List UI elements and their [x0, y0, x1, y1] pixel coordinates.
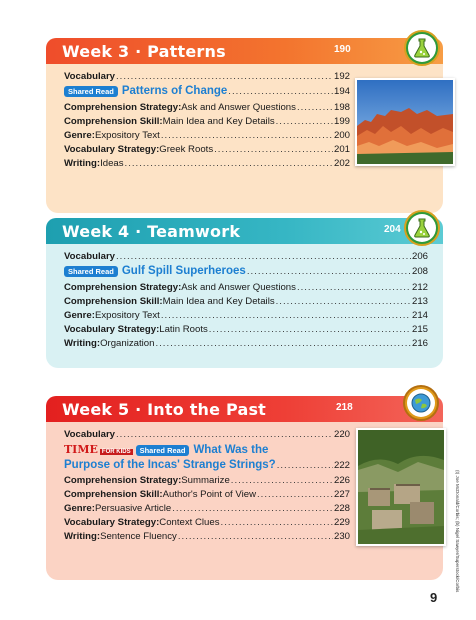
toc-row-writing[interactable]: [64, 531, 350, 545]
row-text: Persuasive Article: [94, 503, 172, 514]
row-label: Vocabulary: [64, 251, 116, 262]
row-text: Ask and Answer Questions: [181, 102, 296, 113]
for-kids-logo: FOR KIDS: [101, 449, 131, 455]
shared-read-title: Patterns of Change: [121, 85, 228, 97]
row-label: Writing:: [64, 158, 101, 169]
row-label: Comprehension Skill:: [64, 489, 163, 500]
row-page: 213: [411, 296, 428, 307]
shared-read-title: Gulf Spill Superheroes: [121, 265, 246, 277]
row-text: Expository Text: [94, 310, 160, 321]
row-label: Vocabulary Strategy:: [64, 144, 160, 155]
row-page: 216: [411, 338, 428, 349]
row-page: 222: [333, 460, 350, 471]
row-label: Comprehension Strategy:: [64, 475, 182, 486]
row-label: Genre:: [64, 130, 95, 141]
row-text: Sentence Fluency: [100, 531, 177, 542]
row-text: Ask and Answer Questions: [181, 282, 296, 293]
shared-read-badge: Shared Read: [64, 86, 118, 97]
time-logo: TIME: [64, 443, 98, 456]
row-label: Comprehension Strategy:: [64, 102, 182, 113]
toc-row-comprehension-skill[interactable]: [64, 296, 428, 310]
row-page: 230: [333, 531, 350, 542]
row-label: Comprehension Skill:: [64, 116, 163, 127]
row-page: 199: [333, 116, 350, 127]
row-page: 194: [333, 86, 350, 97]
toc-row-vocabulary-strategy[interactable]: [64, 144, 350, 158]
week-5-title: Week 5 · Into the Past: [62, 399, 267, 419]
row-page: 214: [411, 310, 428, 321]
week-4-title: Week 4 · Teamwork: [62, 221, 241, 241]
toc-row-comprehension-strategy[interactable]: [64, 282, 428, 296]
row-label: Vocabulary Strategy:: [64, 517, 160, 528]
toc-row-shared-read-cont[interactable]: [64, 459, 350, 475]
row-label: Genre:: [64, 503, 95, 514]
toc-row-comprehension-strategy[interactable]: [64, 102, 350, 116]
toc-row-genre[interactable]: [64, 310, 428, 324]
shared-read-badge: Shared Read: [136, 445, 190, 456]
page-number: 9: [430, 590, 438, 605]
row-label: Genre:: [64, 310, 95, 321]
toc-row-genre[interactable]: [64, 503, 350, 517]
row-page: 200: [333, 130, 350, 141]
social-studies-badge-icon: [403, 385, 439, 421]
row-page: 201: [333, 144, 350, 155]
row-text: Organization: [100, 338, 155, 349]
week-3-title: Week 3 · Patterns: [62, 41, 226, 61]
row-text: Expository Text: [94, 130, 160, 141]
row-text: Context Clues: [159, 517, 220, 528]
row-label: Writing:: [64, 338, 101, 349]
toc-row-vocabulary[interactable]: [64, 71, 350, 85]
toc-row-vocabulary[interactable]: [64, 429, 350, 443]
shared-read-badge: Shared Read: [64, 266, 118, 277]
inca-ruins-photo: [356, 428, 446, 546]
row-text: Main Idea and Key Details: [162, 116, 275, 127]
science-badge-icon: [404, 210, 440, 246]
week-5-start-page: 218: [336, 402, 353, 413]
week-4-body: [46, 244, 443, 368]
row-page: 206: [411, 251, 428, 262]
row-page: 227: [333, 489, 350, 500]
toc-row-vocabulary[interactable]: [64, 251, 428, 265]
shared-read-title: What Was the: [193, 444, 269, 456]
toc-row-shared-read[interactable]: [64, 443, 350, 459]
row-page: 226: [333, 475, 350, 486]
row-label: Comprehension Strategy:: [64, 282, 182, 293]
photo-credit: (t) Joe McDonald/Corbis; (b) Nigel Sawyer/Superstock/Corbis: [455, 470, 460, 593]
week-4-section: [46, 218, 443, 368]
week-3-start-page: 190: [334, 44, 351, 55]
row-page: 212: [411, 282, 428, 293]
toc-row-shared-read[interactable]: [64, 265, 428, 282]
row-page: 208: [411, 266, 428, 277]
row-label: Vocabulary Strategy:: [64, 324, 160, 335]
week-3-header: [46, 38, 443, 64]
row-page: 215: [411, 324, 428, 335]
row-page: 192: [333, 71, 350, 82]
row-text: Ideas: [100, 158, 124, 169]
row-text: Greek Roots: [159, 144, 214, 155]
toc-row-genre[interactable]: [64, 130, 350, 144]
toc-row-vocabulary-strategy[interactable]: [64, 324, 428, 338]
week-4-header: [46, 218, 443, 244]
toc-row-comprehension-strategy[interactable]: [64, 475, 350, 489]
toc-row-shared-read[interactable]: [64, 85, 350, 102]
toc-row-comprehension-skill[interactable]: [64, 489, 350, 503]
toc-row-writing[interactable]: [64, 158, 350, 172]
science-badge-icon: [404, 30, 440, 66]
shared-read-title: Purpose of the Incas' Strange Strings?: [64, 459, 276, 471]
toc-row-vocabulary-strategy[interactable]: [64, 517, 350, 531]
row-page: 198: [333, 102, 350, 113]
row-label: Vocabulary: [64, 429, 116, 440]
row-page: 229: [333, 517, 350, 528]
row-label: Vocabulary: [64, 71, 116, 82]
toc-row-comprehension-skill[interactable]: [64, 116, 350, 130]
row-text: Summarize: [181, 475, 230, 486]
row-label: Writing:: [64, 531, 101, 542]
row-page: 202: [333, 158, 350, 169]
canyon-photo: [355, 78, 455, 166]
row-page: 228: [333, 503, 350, 514]
row-text: Author's Point of View: [162, 489, 257, 500]
toc-row-writing[interactable]: [64, 338, 428, 352]
row-text: Latin Roots: [159, 324, 208, 335]
row-text: Main Idea and Key Details: [162, 296, 275, 307]
week-5-header: [46, 396, 443, 422]
row-label: Comprehension Skill:: [64, 296, 163, 307]
row-page: 220: [333, 429, 350, 440]
week-4-start-page: 204: [384, 224, 401, 235]
